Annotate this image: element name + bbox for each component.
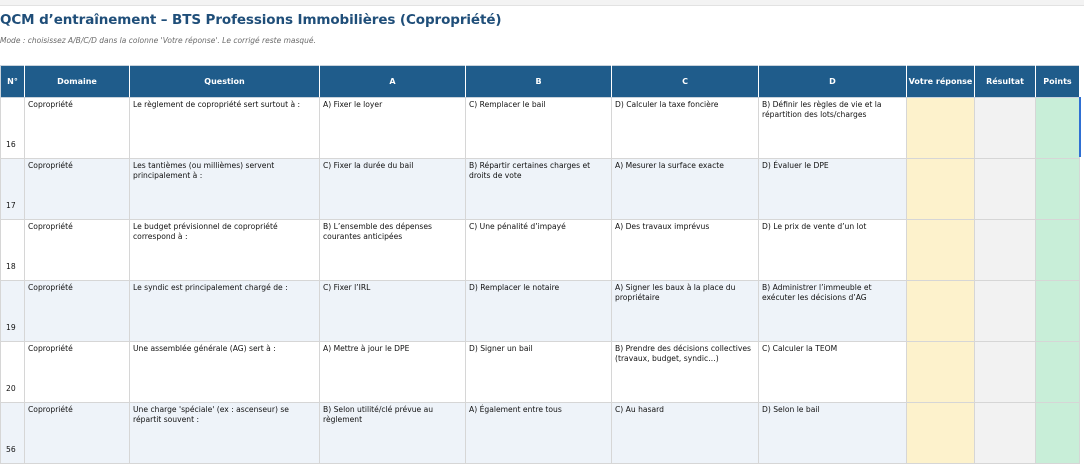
cell-points[interactable] xyxy=(1036,342,1080,403)
header-option-b[interactable]: B xyxy=(466,66,612,98)
sheet-title: QCM d’entraînement – BTS Professions Immobilières (Copropriété) xyxy=(0,12,502,28)
sheet-subtitle: Mode : choisissez A/B/C/D dans la colonne 'Votre réponse'. Le corrigé reste masqué. xyxy=(0,36,316,45)
cell-question[interactable]: Le règlement de copropriété sert surtout à : xyxy=(130,98,320,159)
cell-option-b[interactable]: B) Répartir certaines charges et droits de vote xyxy=(466,159,612,220)
cell-option-a[interactable]: A) Mettre à jour le DPE xyxy=(320,342,466,403)
cell-points[interactable] xyxy=(1036,281,1080,342)
cell-option-b[interactable]: C) Une pénalité d’impayé xyxy=(466,220,612,281)
cell-domain[interactable]: Copropriété xyxy=(25,159,130,220)
cell-num[interactable]: 16 xyxy=(1,98,25,159)
header-domain[interactable]: Domaine xyxy=(25,66,130,98)
cell-option-b[interactable]: C) Remplacer le bail xyxy=(466,98,612,159)
cell-option-d[interactable]: C) Calculer la TEOM xyxy=(759,342,907,403)
cell-num[interactable]: 17 xyxy=(1,159,25,220)
cell-domain[interactable]: Copropriété xyxy=(25,220,130,281)
cell-question[interactable]: Le syndic est principalement chargé de : xyxy=(130,281,320,342)
header-question[interactable]: Question xyxy=(130,66,320,98)
cell-result[interactable] xyxy=(975,281,1036,342)
header-points[interactable]: Points xyxy=(1036,66,1080,98)
cell-option-b[interactable]: D) Remplacer le notaire xyxy=(466,281,612,342)
cell-num[interactable]: 56 xyxy=(1,403,25,464)
cell-num[interactable]: 18 xyxy=(1,220,25,281)
header-option-d[interactable]: D xyxy=(759,66,907,98)
cell-result[interactable] xyxy=(975,159,1036,220)
cell-option-d[interactable]: B) Définir les règles de vie et la répartition des lots/charges xyxy=(759,98,907,159)
table-row xyxy=(1,98,1080,159)
cell-domain[interactable]: Copropriété xyxy=(25,98,130,159)
table-row xyxy=(1,403,1080,464)
cell-question[interactable]: Le budget prévisionnel de copropriété correspond à : xyxy=(130,220,320,281)
table-header-row xyxy=(1,66,1080,98)
table-row xyxy=(1,159,1080,220)
cell-result[interactable] xyxy=(975,220,1036,281)
table-row xyxy=(1,342,1080,403)
cell-num[interactable]: 20 xyxy=(1,342,25,403)
cell-option-c[interactable]: A) Mesurer la surface exacte xyxy=(612,159,759,220)
cell-option-d[interactable]: D) Selon le bail xyxy=(759,403,907,464)
cell-option-d[interactable]: D) Évaluer le DPE xyxy=(759,159,907,220)
cell-option-c[interactable]: C) Au hasard xyxy=(612,403,759,464)
cell-option-c[interactable]: D) Calculer la taxe foncière xyxy=(612,98,759,159)
cell-option-a[interactable]: C) Fixer l’IRL xyxy=(320,281,466,342)
cell-points[interactable] xyxy=(1036,98,1080,159)
cell-option-c[interactable]: A) Des travaux imprévus xyxy=(612,220,759,281)
cell-option-a[interactable]: B) L’ensemble des dépenses courantes anticipées xyxy=(320,220,466,281)
cell-question[interactable]: Une charge 'spéciale' (ex : ascenseur) se répartit souvent : xyxy=(130,403,320,464)
cell-domain[interactable]: Copropriété xyxy=(25,403,130,464)
cell-option-b[interactable]: A) Également entre tous xyxy=(466,403,612,464)
cell-points[interactable] xyxy=(1036,159,1080,220)
header-option-a[interactable]: A xyxy=(320,66,466,98)
cell-answer-input[interactable] xyxy=(907,281,975,342)
cell-option-a[interactable]: A) Fixer le loyer xyxy=(320,98,466,159)
active-cell-selection xyxy=(1079,97,1084,157)
cell-option-d[interactable]: D) Le prix de vente d’un lot xyxy=(759,220,907,281)
cell-option-c[interactable]: B) Prendre des décisions collectives (travaux, budget, syndic…) xyxy=(612,342,759,403)
cell-num[interactable]: 19 xyxy=(1,281,25,342)
header-option-c[interactable]: C xyxy=(612,66,759,98)
cell-result[interactable] xyxy=(975,403,1036,464)
cell-option-c[interactable]: A) Signer les baux à la place du propriétaire xyxy=(612,281,759,342)
cell-answer-input[interactable] xyxy=(907,403,975,464)
cell-option-a[interactable]: B) Selon utilité/clé prévue au règlement xyxy=(320,403,466,464)
table-row xyxy=(1,281,1080,342)
sheet-top-strip xyxy=(0,0,1084,6)
qcm-table xyxy=(0,65,1080,464)
table-row xyxy=(1,220,1080,281)
header-result[interactable]: Résultat xyxy=(975,66,1036,98)
cell-result[interactable] xyxy=(975,98,1036,159)
cell-option-b[interactable]: D) Signer un bail xyxy=(466,342,612,403)
cell-domain[interactable]: Copropriété xyxy=(25,342,130,403)
cell-answer-input[interactable] xyxy=(907,220,975,281)
cell-question[interactable]: Les tantièmes (ou millièmes) servent principalement à : xyxy=(130,159,320,220)
cell-result[interactable] xyxy=(975,342,1036,403)
cell-answer-input[interactable] xyxy=(907,342,975,403)
cell-question[interactable]: Une assemblée générale (AG) sert à : xyxy=(130,342,320,403)
cell-domain[interactable]: Copropriété xyxy=(25,281,130,342)
header-answer[interactable]: Votre réponse xyxy=(907,66,975,98)
cell-answer-input[interactable] xyxy=(907,98,975,159)
cell-option-a[interactable]: C) Fixer la durée du bail xyxy=(320,159,466,220)
cell-points[interactable] xyxy=(1036,403,1080,464)
cell-answer-input[interactable] xyxy=(907,159,975,220)
cell-option-d[interactable]: B) Administrer l’immeuble et exécuter les décisions d’AG xyxy=(759,281,907,342)
header-num[interactable]: N° xyxy=(1,66,25,98)
cell-points[interactable] xyxy=(1036,220,1080,281)
